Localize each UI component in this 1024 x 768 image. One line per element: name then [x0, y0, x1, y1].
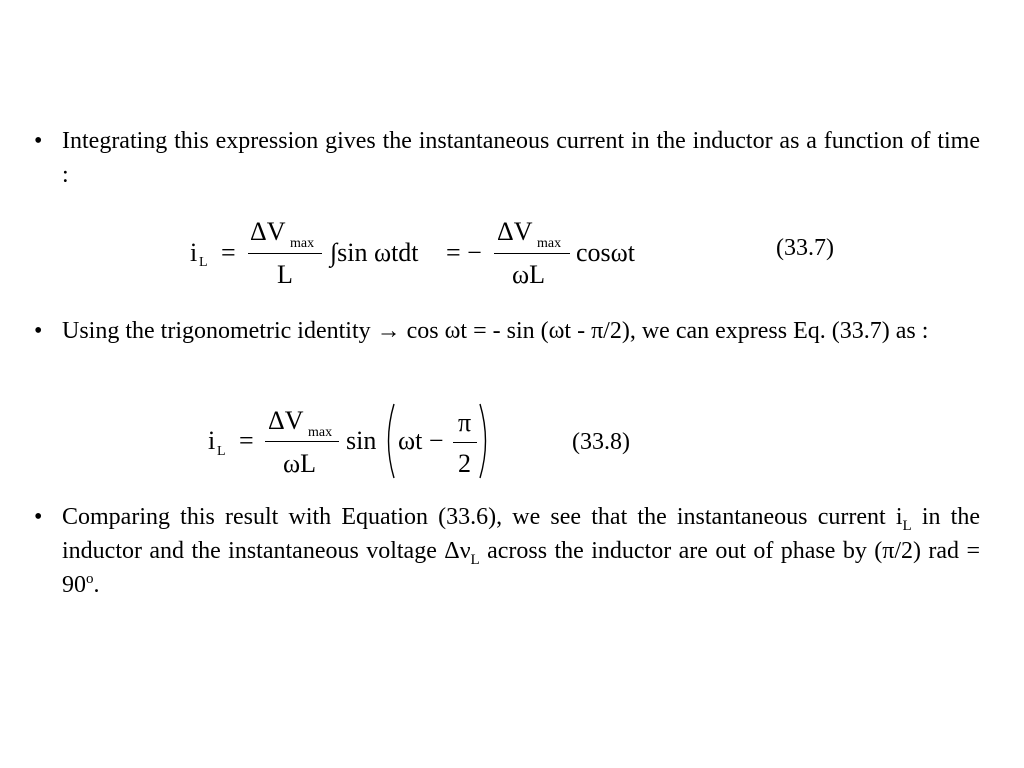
eq2-pi-bar [453, 442, 477, 443]
bullet-3 [34, 500, 980, 602]
bullet-dot: • [34, 318, 43, 344]
eq2-fraction-bar [265, 441, 339, 442]
eq2-pi: π [458, 408, 472, 437]
eq1-fraction-bar-2 [494, 253, 570, 254]
eq1-sub-l: L [199, 255, 208, 270]
eq1-fraction-bar-1 [248, 253, 322, 254]
left-paren-icon [382, 402, 396, 480]
eq2-sub-l: L [217, 444, 226, 459]
eq1-den2: ωL [512, 260, 545, 289]
bullet-dot: • [34, 504, 43, 530]
eq1-den1: L [277, 260, 293, 289]
bullet-2-text [62, 314, 980, 348]
eq2-sin: sin [346, 426, 377, 455]
eq2-arg: ωt − [398, 426, 444, 455]
eq2-two: 2 [458, 449, 471, 478]
eq1-cos: cosωt [576, 238, 635, 267]
eq2-i: i [208, 426, 216, 455]
eq2-number: (33.8) [572, 429, 630, 455]
eq1-equals: = [221, 238, 236, 267]
bullet-2 [34, 314, 980, 348]
arrow-icon: → [376, 318, 401, 344]
bullet-2-text-b: cos ωt = - sin (ωt - π/2), we can express Eq. (33.7) as : [400, 318, 929, 344]
bullet-3-text-end: . [93, 572, 100, 598]
eq1-num1: ΔV [250, 217, 286, 246]
eq1-num1-sub: max [290, 236, 315, 251]
bullet-1-text: Integrating this expression gives the instantaneous current in the inductor as a function of time : [62, 128, 980, 188]
eq2-num-sub: max [308, 425, 333, 440]
bullet-3-text-a: Comparing this result with Equation (33.6), we see that the instantaneous current [62, 504, 896, 530]
degree-superscript: o [86, 571, 94, 587]
eq1-minus: = − [446, 238, 482, 267]
bullet-3-text-c: across the inductor are out of phase by (π/2) rad = 90 [62, 538, 980, 598]
right-paren-icon [478, 402, 492, 480]
eq1-integral: ∫sin ωtdt [330, 238, 419, 267]
eq2-equals: = [239, 426, 254, 455]
bullet-dot: • [34, 128, 43, 154]
bullet-3-text [62, 500, 980, 602]
eq1-num2-sub: max [537, 236, 562, 251]
eq1-num2: ΔV [497, 217, 533, 246]
voltage-subscript: L [470, 551, 480, 568]
bullet-1 [34, 124, 980, 192]
current-subscript: L [902, 517, 912, 534]
eq2-num: ΔV [268, 406, 304, 435]
current-symbol: i [895, 504, 903, 530]
eq1-i: i [190, 238, 198, 267]
eq1-number: (33.7) [776, 235, 834, 261]
bullet-3-text-b: in the inductor and the instantaneous voltage Δν [62, 504, 980, 564]
bullet-2-text-a: Using the trigonometric identity [62, 318, 377, 344]
eq2-den: ωL [283, 449, 316, 478]
